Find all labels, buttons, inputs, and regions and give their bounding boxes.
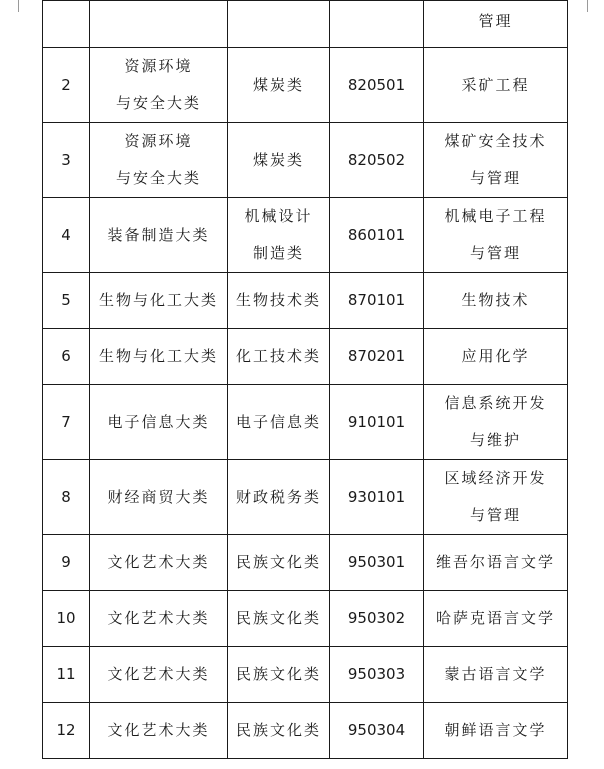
cell-category: 装备制造大类: [90, 198, 228, 273]
table-row: [43, 329, 568, 385]
table-row: [43, 647, 568, 703]
table-row: [43, 535, 568, 591]
page-corner-mark-left: [6, 0, 19, 12]
cell-subcategory: 机械设计 制造类: [228, 198, 330, 273]
cell-subcategory: 煤炭类: [228, 123, 330, 198]
cell-category: 生物与化工大类: [90, 329, 228, 385]
cell-no: 10: [43, 591, 90, 647]
cell-major: 蒙古语言文学: [424, 647, 568, 703]
cell-subcategory: 民族文化类: [228, 535, 330, 591]
cell-subcategory: 煤炭类: [228, 48, 330, 123]
cell-no: 6: [43, 329, 90, 385]
cell-major: 采矿工程: [424, 48, 568, 123]
cell-no: 4: [43, 198, 90, 273]
cell-code: 870201: [330, 329, 424, 385]
cell-code: 930101: [330, 460, 424, 535]
cell-major: 煤矿安全技术 与管理: [424, 123, 568, 198]
cell-category: 电子信息大类: [90, 385, 228, 460]
cell-code: 950302: [330, 591, 424, 647]
cell-no: 8: [43, 460, 90, 535]
cell-category: 资源环境 与安全大类: [90, 48, 228, 123]
cell-category: 文化艺术大类: [90, 647, 228, 703]
cell-no: 2: [43, 48, 90, 123]
cell-no: 9: [43, 535, 90, 591]
cell-code: 950303: [330, 647, 424, 703]
table-row: [43, 703, 568, 759]
cell-code: 820501: [330, 48, 424, 123]
table-row: [43, 123, 568, 198]
cell-no: 3: [43, 123, 90, 198]
cell-subcategory: 民族文化类: [228, 591, 330, 647]
cell-category: 资源环境 与安全大类: [90, 123, 228, 198]
cell-major: 维吾尔语言文学: [424, 535, 568, 591]
cell-major: 管理: [424, 1, 568, 48]
cell-major: 哈萨克语言文学: [424, 591, 568, 647]
cell-major: 朝鲜语言文学: [424, 703, 568, 759]
cell-subcategory: 民族文化类: [228, 647, 330, 703]
cell-code: 950304: [330, 703, 424, 759]
cell-major: 信息系统开发 与维护: [424, 385, 568, 460]
cell-major: 区域经济开发 与管理: [424, 460, 568, 535]
table-row: [43, 460, 568, 535]
majors-table-body: [43, 1, 568, 759]
cell-no: 11: [43, 647, 90, 703]
cell-major: 机械电子工程 与管理: [424, 198, 568, 273]
cell-code: 910101: [330, 385, 424, 460]
cell-category: 财经商贸大类: [90, 460, 228, 535]
cell-no: [43, 1, 90, 48]
cell-subcategory: 电子信息类: [228, 385, 330, 460]
cell-subcategory: [228, 1, 330, 48]
cell-category: 文化艺术大类: [90, 535, 228, 591]
cell-code: 860101: [330, 198, 424, 273]
cell-no: 7: [43, 385, 90, 460]
table-row: [43, 198, 568, 273]
table-row: [43, 385, 568, 460]
page-corner-mark-right: [587, 0, 600, 12]
cell-subcategory: 化工技术类: [228, 329, 330, 385]
cell-subcategory: 民族文化类: [228, 703, 330, 759]
table-row: [43, 1, 568, 48]
cell-code: 870101: [330, 273, 424, 329]
cell-major: 生物技术: [424, 273, 568, 329]
cell-major: 应用化学: [424, 329, 568, 385]
cell-category: 生物与化工大类: [90, 273, 228, 329]
table-row: [43, 273, 568, 329]
cell-code: 950301: [330, 535, 424, 591]
majors-table: [42, 0, 568, 759]
cell-category: 文化艺术大类: [90, 703, 228, 759]
cell-category: 文化艺术大类: [90, 591, 228, 647]
cell-subcategory: 生物技术类: [228, 273, 330, 329]
table-row: [43, 48, 568, 123]
cell-code: [330, 1, 424, 48]
cell-no: 12: [43, 703, 90, 759]
cell-subcategory: 财政税务类: [228, 460, 330, 535]
cell-code: 820502: [330, 123, 424, 198]
cell-no: 5: [43, 273, 90, 329]
cell-category: [90, 1, 228, 48]
table-row: [43, 591, 568, 647]
